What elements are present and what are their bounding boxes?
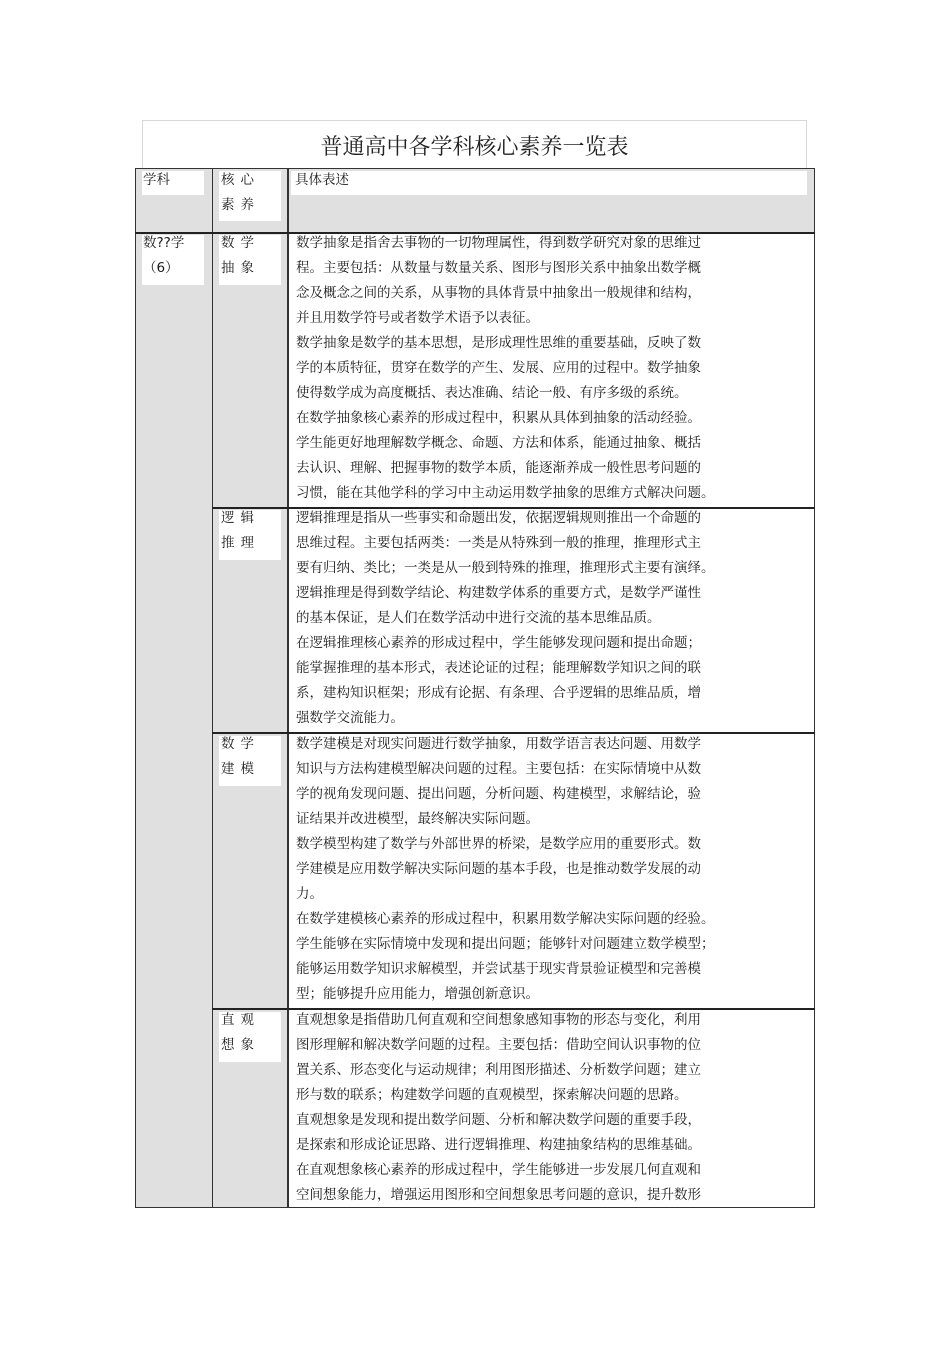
literacy-table bbox=[135, 168, 815, 1208]
subject-name: 数??学 bbox=[143, 235, 185, 251]
literacy-description: 直观想象是指借助几何直观和空间想象感知事物的形态与变化，利用 图形理解和解决数学问题的过程。主要包括：借助空间认识事物的位 置关系、形态变化与运动规律；利用图形描述、分析数学问题；建立 形与数的联系；构建数学问题的直观模型，探索解决问题的思路。 直观想象是发现和提出数学问题、分析和解决数学问题的重要手段， 是探索和形成论证思路、进行逻辑推理、构建抽象结构的思维基础。 在直观想象核心素养的形成过程中，学生能够进一步发展几何直观和 空间想象能力，增强运用图形和空间想象思考问题的意识，提升数形 bbox=[296, 1012, 701, 1203]
table-border-left bbox=[135, 168, 136, 1208]
literacy-description: 数学抽象是指舍去事物的一切物理属性，得到数学研究对象的思维过 程。主要包括：从数量与数量关系、图形与图形关系中抽象出数学概 念及概念之间的关系，从事物的具体背景中抽象出一般规律和结构， 并且用数学符号或者数学术语予以表征。 数学抽象是数学的基本思想，是形成理性思维的重要基础，反映了数 学的本质特征，贯穿在数学的产生、发展、应用的过程中。数学抽象 使得数学成为高度概括、表达准确、结论一般、有序多级的系统。 在数学抽象核心素养的形成过程中，积累从具体到抽象的活动经验。 学生能更好地理解数学概念、命题、方法和体系，能通过抽象、概括 去认识、理解、把握事物的数学本质，能逐渐养成一般性思考问题的 习惯，能在其他学科的学习中主动运用数学抽象的思维方式解决问题。 bbox=[296, 235, 715, 501]
literacy-name: 逻辑推理 bbox=[221, 510, 260, 551]
page-title: 普通高中各学科核心素养一览表 bbox=[320, 135, 629, 160]
col-divider-1 bbox=[212, 168, 213, 1208]
literacy-name: 直观想象 bbox=[221, 1012, 260, 1053]
literacy-name: 数学抽象 bbox=[221, 235, 260, 276]
table-border-right bbox=[814, 168, 815, 1208]
literacy-description: 数学建模是对现实问题进行数学抽象，用数学语言表达问题、用数学 知识与方法构建模型解决问题的过程。主要包括：在实际情境中从数 学的视角发现问题、提出问题，分析问题、构建模型，求解结论，验 证结果并改进模型，最终解决实际问题。 数学模型构建了数学与外部世界的桥梁，是数学应用的重要形式。数 学建模是应用数学解决实际问题的基本手段，也是推动数学发展的动 力。 在数学建模核心素养的形成过程中，积累用数学解决实际问题的经验。 学生能够在实际情境中发现和提出问题；能够针对问题建立数学模型； 能够运用数学知识求解模型，并尝试基于现实背景验证模型和完善模 型；能够提升应用能力，增强创新意识。 bbox=[296, 736, 715, 1002]
subject-count: （6） bbox=[143, 260, 179, 276]
header-literacy: 核心素养 bbox=[221, 172, 260, 213]
subject-column-bg bbox=[135, 232, 212, 1208]
col-divider-2 bbox=[287, 168, 289, 1208]
header-desc-patch bbox=[291, 171, 807, 195]
header-subject: 学科 bbox=[143, 172, 170, 188]
header-description: 具体表述 bbox=[295, 172, 349, 188]
title-box bbox=[142, 120, 807, 168]
literacy-name: 数学建模 bbox=[221, 736, 260, 777]
literacy-description: 逻辑推理是指从一些事实和命题出发，依据逻辑规则推出一个命题的 思维过程。主要包括两类：一类是从特殊到一般的推理，推理形式主 要有归纳、类比；一类是从一般到特殊的推理，推理形式主要有演绎。 逻辑推理是得到数学结论、构建数学体系的重要方式，是数学严谨性 的基本保证，是人们在数学活动中进行交流的基本思维品质。 在逻辑推理核心素养的形成过程中，学生能够发现问题和提出命题； 能掌握推理的基本形式，表述论证的过程；能理解数学知识之间的联 系，建构知识框架；形成有论据、有条理、合乎逻辑的思维品质，增 强数学交流能力。 bbox=[296, 510, 715, 726]
